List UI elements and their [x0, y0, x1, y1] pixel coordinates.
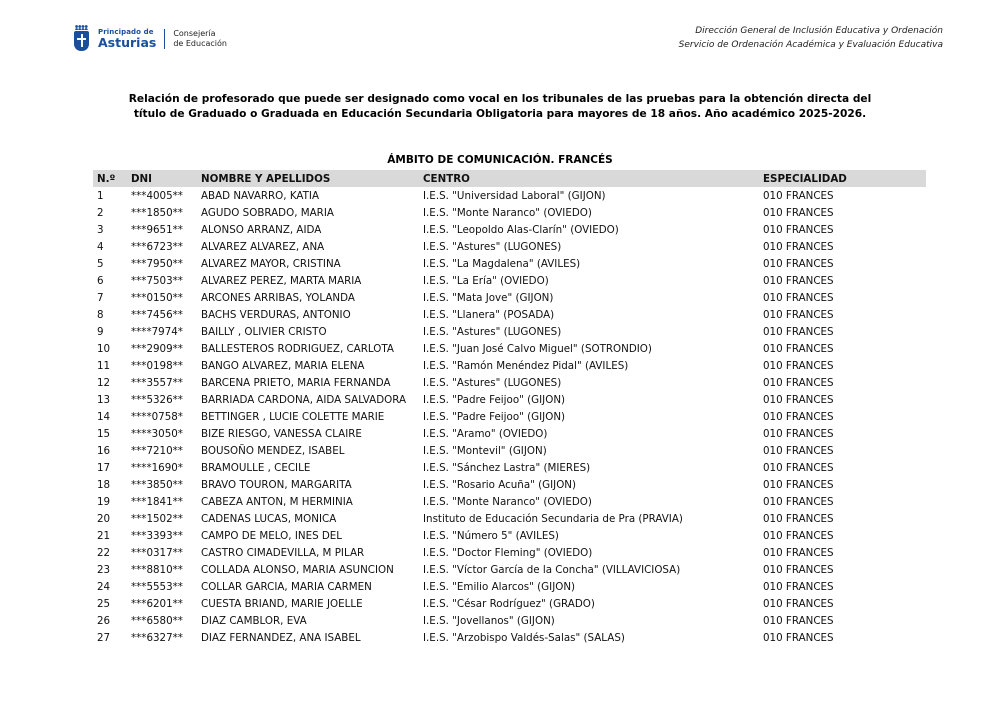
cell-centre: I.E.S. "Leopoldo Alas-Clarín" (OVIEDO)	[423, 223, 619, 236]
cell-name: COLLAR GARCIA, MARIA CARMEN	[201, 580, 372, 593]
cell-specialty: 010 FRANCES	[763, 444, 834, 457]
cell-name: BANGO ALVAREZ, MARIA ELENA	[201, 359, 365, 372]
cell-specialty: 010 FRANCES	[763, 410, 834, 423]
section-heading: ÁMBITO DE COMUNICACIÓN. FRANCÉS	[387, 154, 613, 166]
table-row	[93, 561, 926, 578]
logo-divider	[164, 29, 165, 49]
cell-number: 27	[97, 631, 111, 644]
cell-name: DIAZ CAMBLOR, EVA	[201, 614, 307, 627]
cell-name: BALLESTEROS RODRIGUEZ, CARLOTA	[201, 342, 394, 355]
cell-specialty: 010 FRANCES	[763, 393, 834, 406]
table-row	[93, 204, 926, 221]
cell-number: 12	[97, 376, 111, 389]
cell-centre: I.E.S. "Número 5" (AVILES)	[423, 529, 559, 542]
cell-number: 26	[97, 614, 111, 627]
cell-specialty: 010 FRANCES	[763, 631, 834, 644]
cell-dni: ***3557**	[131, 376, 183, 389]
table-row	[93, 340, 926, 357]
cell-number: 8	[97, 308, 104, 321]
cell-centre: I.E.S. "Ramón Menéndez Pidal" (AVILES)	[423, 359, 629, 372]
table-row	[93, 510, 926, 527]
cell-name: BIZE RIESGO, VANESSA CLAIRE	[201, 427, 362, 440]
cell-name: BRAVO TOURON, MARGARITA	[201, 478, 352, 491]
cell-dni: ***5326**	[131, 393, 183, 406]
cell-dni: ***1850**	[131, 206, 183, 219]
header-service: Servicio de Ordenación Académica y Evaluación Educativa	[678, 40, 943, 50]
cell-name: COLLADA ALONSO, MARIA ASUNCION	[201, 563, 394, 576]
cell-dni: ***5553**	[131, 580, 183, 593]
table-row	[93, 374, 926, 391]
cell-name: DIAZ FERNANDEZ, ANA ISABEL	[201, 631, 361, 644]
column-header-specialty: ESPECIALIDAD	[759, 170, 926, 187]
cell-number: 23	[97, 563, 111, 576]
cell-centre: I.E.S. "Montevil" (GIJON)	[423, 444, 547, 457]
cell-number: 20	[97, 512, 111, 525]
cell-specialty: 010 FRANCES	[763, 257, 834, 270]
cell-name: CASTRO CIMADEVILLA, M PILAR	[201, 546, 365, 559]
cell-name: ARCONES ARRIBAS, YOLANDA	[201, 291, 355, 304]
cell-dni: ***7950**	[131, 257, 183, 270]
table-row	[93, 578, 926, 595]
cell-name: ALONSO ARRANZ, AIDA	[201, 223, 322, 236]
cell-dni: ***3850**	[131, 478, 183, 491]
cell-specialty: 010 FRANCES	[763, 274, 834, 287]
cell-centre: I.E.S. "Padre Feijoo" (GIJON)	[423, 410, 566, 423]
table-row	[93, 493, 926, 510]
cell-name: CUESTA BRIAND, MARIE JOELLE	[201, 597, 363, 610]
cell-number: 19	[97, 495, 111, 508]
cell-number: 3	[97, 223, 104, 236]
principado-asturias-logo	[74, 25, 227, 53]
cell-number: 11	[97, 359, 111, 372]
table-row	[93, 612, 926, 629]
table-row	[93, 544, 926, 561]
cell-dni: ***8810**	[131, 563, 183, 576]
table-row	[93, 289, 926, 306]
cell-number: 16	[97, 444, 111, 457]
logo-wordmark	[98, 29, 156, 50]
cell-number: 2	[97, 206, 104, 219]
logo-org-small: Principado de	[98, 27, 154, 36]
cell-centre: I.E.S. "Astures" (LUGONES)	[423, 325, 562, 338]
cell-centre: Instituto de Educación Secundaria de Pra (PRAVIA)	[423, 512, 683, 525]
cell-specialty: 010 FRANCES	[763, 512, 834, 525]
cell-name: ABAD NAVARRO, KATIA	[201, 189, 320, 202]
cell-centre: I.E.S. "César Rodríguez" (GRADO)	[423, 597, 595, 610]
cell-dni: ***6723**	[131, 240, 183, 253]
cell-centre: I.E.S. "Víctor García de la Concha" (VILLAVICIOSA)	[423, 563, 681, 576]
cell-number: 21	[97, 529, 111, 542]
cell-dni: ****1690*	[131, 461, 183, 474]
cell-dni: ***7210**	[131, 444, 183, 457]
cell-specialty: 010 FRANCES	[763, 461, 834, 474]
cell-dni: ***7456**	[131, 308, 183, 321]
cell-dni: ***4005**	[131, 189, 183, 202]
cell-specialty: 010 FRANCES	[763, 427, 834, 440]
cell-number: 13	[97, 393, 111, 406]
table-row	[93, 323, 926, 340]
cell-number: 22	[97, 546, 111, 559]
cell-name: BARCENA PRIETO, MARIA FERNANDA	[201, 376, 391, 389]
cell-number: 24	[97, 580, 111, 593]
table-row	[93, 629, 926, 646]
column-header-name: NOMBRE Y APELLIDOS	[197, 170, 419, 187]
coat-of-arms-icon	[74, 25, 89, 53]
table-row	[93, 391, 926, 408]
table-row	[93, 187, 926, 204]
cell-name: BAILLY , OLIVIER CRISTO	[201, 325, 327, 338]
cell-dni: ***0198**	[131, 359, 183, 372]
cell-specialty: 010 FRANCES	[763, 325, 834, 338]
cell-number: 1	[97, 189, 104, 202]
cell-specialty: 010 FRANCES	[763, 529, 834, 542]
table-row	[93, 255, 926, 272]
cell-dni: ***0150**	[131, 291, 183, 304]
cell-number: 7	[97, 291, 104, 304]
cell-name: BETTINGER , LUCIE COLETTE MARIE	[201, 410, 385, 423]
cell-specialty: 010 FRANCES	[763, 580, 834, 593]
cell-specialty: 010 FRANCES	[763, 359, 834, 372]
cell-name: CAMPO DE MELO, INES DEL	[201, 529, 343, 542]
cell-centre: I.E.S. "Astures" (LUGONES)	[423, 376, 562, 389]
cell-centre: I.E.S. "La Ería" (OVIEDO)	[423, 274, 549, 287]
cell-dni: ***7503**	[131, 274, 183, 287]
cell-centre: I.E.S. "Universidad Laboral" (GIJON)	[423, 189, 606, 202]
teachers-table	[93, 170, 926, 646]
table-row	[93, 221, 926, 238]
cell-name: BOUSOÑO MENDEZ, ISABEL	[201, 444, 345, 457]
cell-centre: I.E.S. "Astures" (LUGONES)	[423, 240, 562, 253]
cell-specialty: 010 FRANCES	[763, 495, 834, 508]
cell-name: CADENAS LUCAS, MONICA	[201, 512, 337, 525]
cell-centre: I.E.S. "Aramo" (OVIEDO)	[423, 427, 548, 440]
cell-number: 10	[97, 342, 111, 355]
cell-centre: I.E.S. "Mata Jove" (GIJON)	[423, 291, 554, 304]
cell-specialty: 010 FRANCES	[763, 223, 834, 236]
cell-name: ALVAREZ MAYOR, CRISTINA	[201, 257, 341, 270]
cell-dni: ***6580**	[131, 614, 183, 627]
cell-dni: ***1841**	[131, 495, 183, 508]
cell-dni: ****3050*	[131, 427, 183, 440]
cell-number: 9	[97, 325, 104, 338]
cell-number: 15	[97, 427, 111, 440]
title-line-2: título de Graduado o Graduada en Educación Secundaria Obligatoria para mayores de 18 años. Año académico 2025-2026.	[133, 108, 867, 120]
cell-name: CABEZA ANTON, M HERMINIA	[201, 495, 353, 508]
column-header-number: N.º	[93, 170, 127, 187]
cell-centre: I.E.S. "Jovellanos" (GIJON)	[423, 614, 555, 627]
title-line-1: Relación de profesorado que puede ser designado como vocal en los tribunales de las pruebas para la obtención directa del	[128, 93, 872, 105]
column-header-dni: DNI	[127, 170, 197, 187]
cell-dni: ****7974*	[131, 325, 183, 338]
table-row	[93, 238, 926, 255]
table-row	[93, 442, 926, 459]
cell-dni: ***6327**	[131, 631, 183, 644]
cell-name: BACHS VERDURAS, ANTONIO	[201, 308, 351, 321]
cell-number: 18	[97, 478, 111, 491]
cell-specialty: 010 FRANCES	[763, 563, 834, 576]
cell-name: ALVAREZ PEREZ, MARTA MARIA	[201, 274, 362, 287]
cell-dni: ***0317**	[131, 546, 183, 559]
cell-specialty: 010 FRANCES	[763, 342, 834, 355]
cell-name: ALVAREZ ALVAREZ, ANA	[201, 240, 325, 253]
table-row	[93, 357, 926, 374]
header-direction: Dirección General de Inclusión Educativa y Ordenación	[695, 26, 943, 36]
logo-dept-line1: Consejería	[173, 29, 216, 38]
cell-specialty: 010 FRANCES	[763, 189, 834, 202]
cell-specialty: 010 FRANCES	[763, 291, 834, 304]
cell-name: BRAMOULLE , CECILE	[201, 461, 311, 474]
header-department-info	[679, 24, 943, 52]
table-row	[93, 476, 926, 493]
cell-dni: ***1502**	[131, 512, 183, 525]
table-row	[93, 408, 926, 425]
cell-number: 17	[97, 461, 111, 474]
table-header-row	[93, 170, 926, 187]
cell-number: 6	[97, 274, 104, 287]
table-row	[93, 425, 926, 442]
cell-centre: I.E.S. "Monte Naranco" (OVIEDO)	[423, 495, 592, 508]
cell-centre: I.E.S. "Padre Feijoo" (GIJON)	[423, 393, 566, 406]
table-row	[93, 272, 926, 289]
table-row	[93, 595, 926, 612]
cell-specialty: 010 FRANCES	[763, 308, 834, 321]
cell-centre: I.E.S. "Rosario Acuña" (GIJON)	[423, 478, 577, 491]
cell-centre: I.E.S. "Doctor Fleming" (OVIEDO)	[423, 546, 593, 559]
cell-number: 4	[97, 240, 104, 253]
cell-centre: I.E.S. "Emilio Alarcos" (GIJON)	[423, 580, 576, 593]
logo-department	[173, 29, 227, 49]
cell-specialty: 010 FRANCES	[763, 478, 834, 491]
cell-centre: I.E.S. "Monte Naranco" (OVIEDO)	[423, 206, 592, 219]
cell-number: 14	[97, 410, 111, 423]
cell-specialty: 010 FRANCES	[763, 597, 834, 610]
cell-specialty: 010 FRANCES	[763, 614, 834, 627]
cell-name: AGUDO SOBRADO, MARIA	[201, 206, 334, 219]
table-row	[93, 459, 926, 476]
document-title	[100, 92, 900, 122]
logo-dept-line2: de Educación	[173, 39, 227, 48]
table-body	[93, 187, 926, 646]
column-header-centre: CENTRO	[419, 170, 759, 187]
cell-specialty: 010 FRANCES	[763, 376, 834, 389]
table-row	[93, 306, 926, 323]
cell-dni: ***6201**	[131, 597, 183, 610]
cell-dni: ***2909**	[131, 342, 183, 355]
cell-name: BARRIADA CARDONA, AIDA SALVADORA	[201, 393, 407, 406]
cell-centre: I.E.S. "Arzobispo Valdés-Salas" (SALAS)	[423, 631, 625, 644]
cell-dni: ****0758*	[131, 410, 183, 423]
logo-org-big: Asturias	[98, 34, 157, 50]
cell-centre: I.E.S. "Llanera" (POSADA)	[423, 308, 555, 321]
cell-specialty: 010 FRANCES	[763, 546, 834, 559]
cell-centre: I.E.S. "Sánchez Lastra" (MIERES)	[423, 461, 591, 474]
cell-number: 25	[97, 597, 111, 610]
cell-number: 5	[97, 257, 104, 270]
cell-centre: I.E.S. "La Magdalena" (AVILES)	[423, 257, 581, 270]
cell-specialty: 010 FRANCES	[763, 206, 834, 219]
cell-specialty: 010 FRANCES	[763, 240, 834, 253]
table-row	[93, 527, 926, 544]
cell-dni: ***3393**	[131, 529, 183, 542]
cell-dni: ***9651**	[131, 223, 183, 236]
cell-centre: I.E.S. "Juan José Calvo Miguel" (SOTRONDIO)	[423, 342, 652, 355]
